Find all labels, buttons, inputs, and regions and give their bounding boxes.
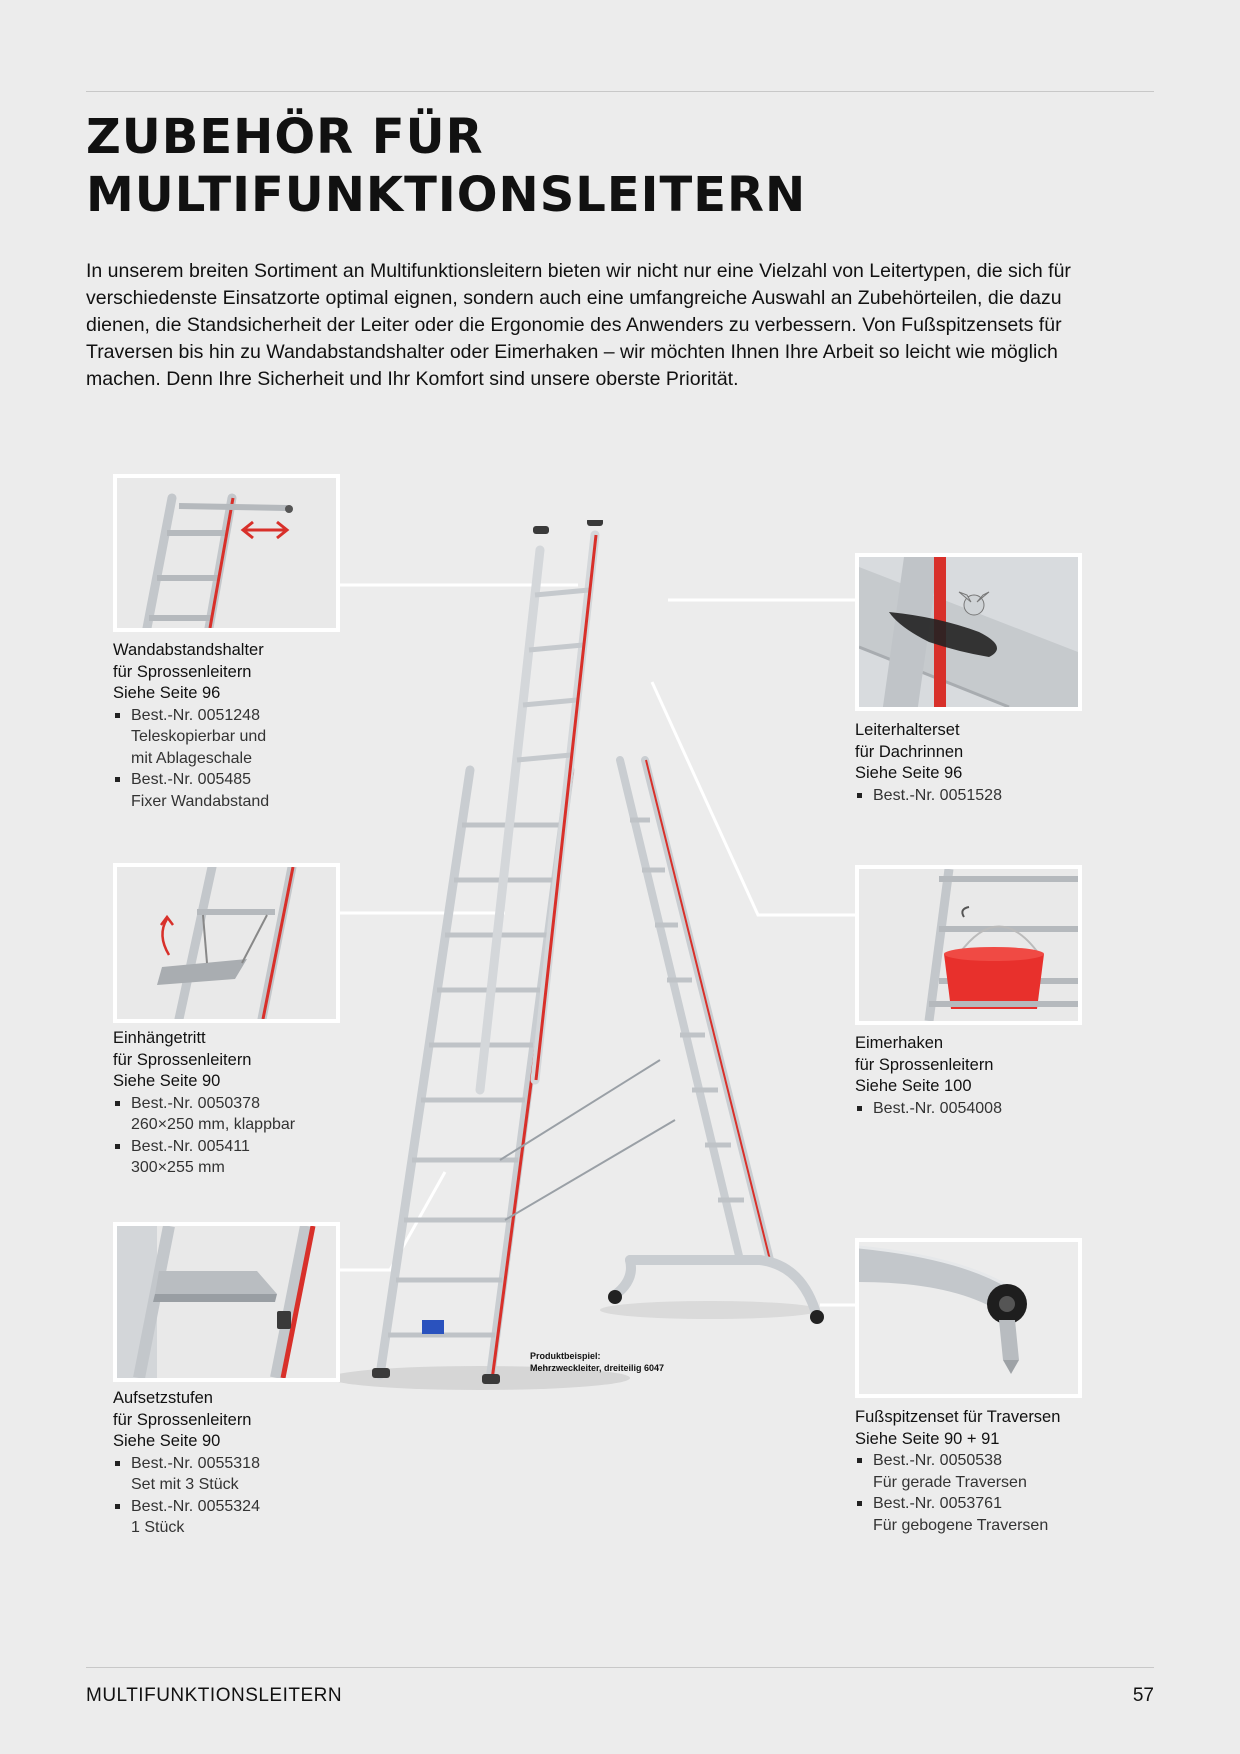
hanging-step-image <box>117 867 336 1019</box>
thumb-wandabstandshalter <box>113 474 340 632</box>
order-number: Best.-Nr. 0054008 <box>873 1099 1002 1117</box>
bucket-hook-image <box>859 869 1078 1021</box>
caption-line-1: Produktbeispiel: <box>530 1351 601 1361</box>
bullet-detail: 1 Stück <box>131 1519 185 1536</box>
accessory-wandabstandshalter <box>113 640 343 812</box>
acc-subtitle: für Sprossenleitern <box>113 662 252 681</box>
bullet-item <box>113 769 343 812</box>
acc-subtitle: für Sprossenleitern <box>855 1055 994 1074</box>
acc-name: Leiterhalterset <box>855 721 960 739</box>
acc-bullets <box>113 1453 343 1539</box>
bullet-detail: Set mit 3 Stück <box>131 1476 239 1493</box>
bullet-item <box>113 1136 343 1179</box>
page-number: 57 <box>1132 1685 1154 1706</box>
acc-page-ref: Siehe Seite 90 <box>113 1432 221 1450</box>
acc-page-ref: Siehe Seite 96 <box>855 764 963 782</box>
acc-page-ref: Siehe Seite 90 + 91 <box>855 1429 1000 1448</box>
bullet-detail: mit Ablageschale <box>131 749 252 767</box>
bullet-detail: 300×255 mm <box>131 1159 225 1176</box>
order-number: Best.-Nr. 0053761 <box>873 1495 1002 1512</box>
order-number: Best.-Nr. 0050378 <box>131 1094 260 1112</box>
accessory-eimerhaken <box>855 1033 1095 1119</box>
acc-subtitle: für Sprossenleitern <box>113 1050 252 1069</box>
acc-page-ref: Siehe Seite 90 <box>113 1072 221 1090</box>
thumb-fussspitzenset <box>855 1238 1082 1398</box>
bottom-rule <box>86 1667 1154 1668</box>
acc-page-ref: Siehe Seite 96 <box>113 684 221 702</box>
wall-spacer-image <box>117 478 336 628</box>
acc-bullets <box>113 705 343 813</box>
bullet-item <box>113 1453 343 1496</box>
bullet-detail: Teleskopierbar und <box>131 728 267 745</box>
acc-bullets <box>855 785 1095 807</box>
bullet-detail: Für gebogene Traversen <box>873 1516 1049 1534</box>
acc-page-ref: Siehe Seite 100 <box>855 1077 972 1095</box>
attach-steps-image <box>117 1226 336 1378</box>
bullet-detail: Fixer Wandabstand <box>131 792 270 810</box>
thumb-aufsetzstufen <box>113 1222 340 1382</box>
title-line-2: MULTIFUNKTIONSLEITERN <box>86 167 807 223</box>
bullet-item <box>855 785 1095 807</box>
acc-subtitle: für Sprossenleitern <box>113 1410 252 1429</box>
order-number: Best.-Nr. 005411 <box>131 1137 250 1155</box>
acc-subtitle: für Dachrinnen <box>855 742 964 761</box>
order-number: Best.-Nr. 0055324 <box>131 1497 260 1515</box>
order-number: Best.-Nr. 0051248 <box>131 706 260 724</box>
footer-section-title: MULTIFUNKTIONSLEITERN <box>86 1685 343 1706</box>
acc-bullets <box>113 1093 343 1179</box>
acc-name: Aufsetzstufen <box>113 1389 213 1407</box>
foot-tip-image <box>859 1242 1078 1394</box>
bullet-item <box>113 1496 343 1539</box>
acc-name: Fußspitzenset für Traversen <box>855 1408 1061 1426</box>
accessory-einhaengetritt <box>113 1028 343 1179</box>
bullet-item <box>855 1493 1115 1536</box>
caption-line-2: Mehrzweckleiter, dreiteilig 6047 <box>530 1363 665 1373</box>
acc-name: Einhängetritt <box>113 1029 206 1047</box>
thumb-eimerhaken <box>855 865 1082 1025</box>
thumb-einhaengetritt <box>113 863 340 1023</box>
bullet-item <box>113 1093 343 1136</box>
bullet-detail: Für gerade Traversen <box>873 1473 1027 1491</box>
acc-bullets <box>855 1098 1095 1120</box>
order-number: Best.-Nr. 0055318 <box>131 1454 260 1472</box>
thumb-leiterhalterset <box>855 553 1082 711</box>
accessory-leiterhalterset <box>855 720 1095 806</box>
acc-name: Eimerhaken <box>855 1034 944 1052</box>
bullet-item <box>113 705 343 770</box>
acc-bullets <box>855 1450 1115 1536</box>
bullet-item <box>855 1450 1115 1493</box>
product-caption <box>530 1350 664 1374</box>
order-number: Best.-Nr. 0051528 <box>873 786 1002 804</box>
order-number: Best.-Nr. 005485 <box>131 771 252 788</box>
bullet-item <box>855 1098 1095 1120</box>
gutter-holder-image <box>859 557 1078 707</box>
accessory-aufsetzstufen <box>113 1388 343 1539</box>
order-number: Best.-Nr. 0050538 <box>873 1452 1002 1469</box>
bullet-detail: 260×250 mm, klappbar <box>131 1116 296 1133</box>
title-line-1: ZUBEHÖR FÜR <box>86 109 484 165</box>
accessory-fussspitzenset <box>855 1407 1115 1536</box>
ladder-illustration <box>330 520 850 1400</box>
acc-name: Wandabstandshalter <box>113 641 264 659</box>
intro-paragraph: In unserem breiten Sortiment an Multifunktionsleitern bieten wir nicht nur eine Vielzahl von Leitertypen, die sich für verschiedenste Einsatzorte optimal eignen, sondern auch eine umfangreiche Auswahl an Zubehörteilen, die dazu dienen, die Standsicherheit der Leiter oder die Ergonomie des Anwenders zu verbessern. Von Fußspitzensets für Traversen bis hin zu Wandabstandshalter oder Eimerhaken – wir möchten Ihnen Ihre Arbeit so leicht wie möglich machen. Denn Ihre Sicherheit und Ihr Komfort sind unsere oberste Priorität. <box>86 260 1071 390</box>
